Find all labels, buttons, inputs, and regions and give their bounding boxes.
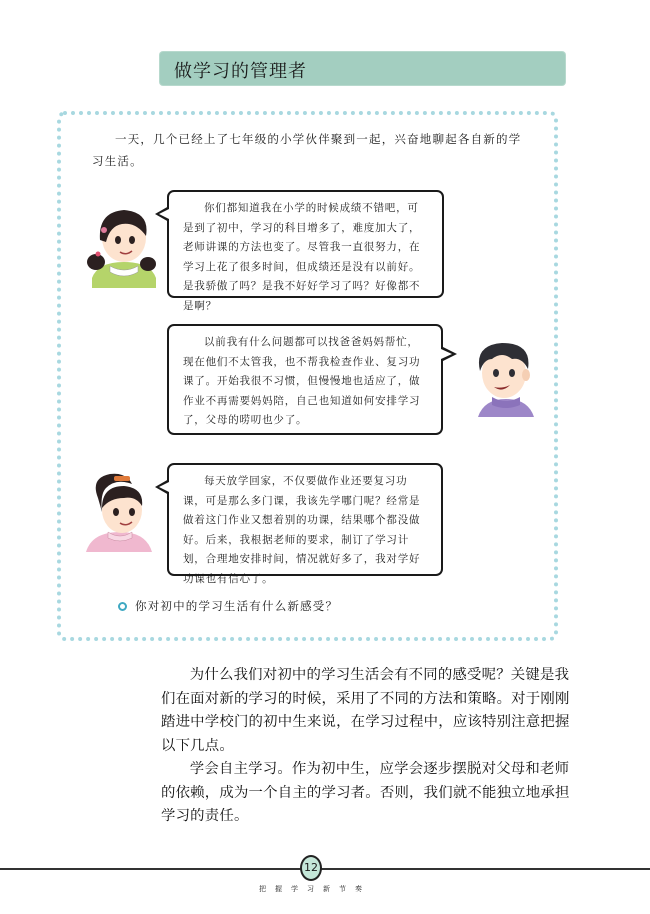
dialogue-text-1: 你们都知道我在小学的时候成绩不错吧，可是到了初中，学习的科目增多了，难度加大了，老师讲课的方法也变了。尽管我一直很努力，在学习上花了很多时间，但成绩还是没有以前好。是我骄傲了吗？是我不好好学习了吗？好像都不是啊？ bbox=[183, 202, 421, 312]
boy-avatar bbox=[462, 335, 542, 420]
section-title: 做学习的管理者 bbox=[174, 61, 307, 82]
discussion-question bbox=[118, 598, 338, 614]
chapter-footer-title: 把握学习新节奏 bbox=[259, 885, 371, 893]
girl-pigtails-avatar bbox=[84, 200, 164, 290]
speech-bubble-2 bbox=[167, 324, 443, 435]
speech-bubble-3 bbox=[167, 463, 443, 585]
page-number-badge: 12 bbox=[300, 855, 322, 881]
section-title-bar bbox=[160, 52, 565, 85]
body-paragraph: 学会自主学习。作为初中生，应学会逐步摆脱对父母和老师的依赖，成为一个自主的学习者。否则，我们就不能独立地承担学习的责任。 bbox=[161, 761, 570, 824]
footer-divider bbox=[0, 868, 650, 870]
body-text bbox=[161, 664, 581, 829]
activity-intro: 一天，几个已经上了七年级的小学伙伴聚到一起，兴奋地聊起各自新的学习生活。 bbox=[92, 132, 522, 168]
question-text: 你对初中的学习生活有什么新感受？ bbox=[135, 599, 339, 613]
dialogue-text-2: 以前我有什么问题都可以找爸爸妈妈帮忙，现在他们不太管我，也不帮我检查作业、复习功课了。开始我很不习惯，但慢慢地也适应了，做作业不再需要妈妈陪，自己也知道如何安排学习了，父母的唠叨也少了。 bbox=[183, 336, 421, 426]
speech-bubble-1 bbox=[167, 190, 444, 312]
bubble-tail-fill bbox=[441, 349, 452, 359]
body-paragraph: 为什么我们对初中的学习生活会有不同的感受呢？关键是我们在面对新的学习的时候，采用了不同的方法和策略。对于刚刚踏进中学校门的初中生来说，在学习过程中，应该特别注意把握以下几点。 bbox=[161, 667, 570, 754]
girl-ponytail-avatar bbox=[80, 468, 160, 558]
bubble-tail-fill bbox=[159, 209, 169, 219]
dialogue-text-3: 每天放学回家，不仅要做作业还要复习功课，可是那么多门课，我该先学哪门呢？经常是做着这门作业又想着别的功课，结果哪个都没做好。后来，我根据老师的要求，制订了学习计划，合理地安排时间，情况就好多了，我对学好功课也有信心了。 bbox=[183, 475, 421, 585]
circle-bullet-icon bbox=[118, 602, 127, 611]
bubble-tail-fill bbox=[159, 482, 169, 492]
